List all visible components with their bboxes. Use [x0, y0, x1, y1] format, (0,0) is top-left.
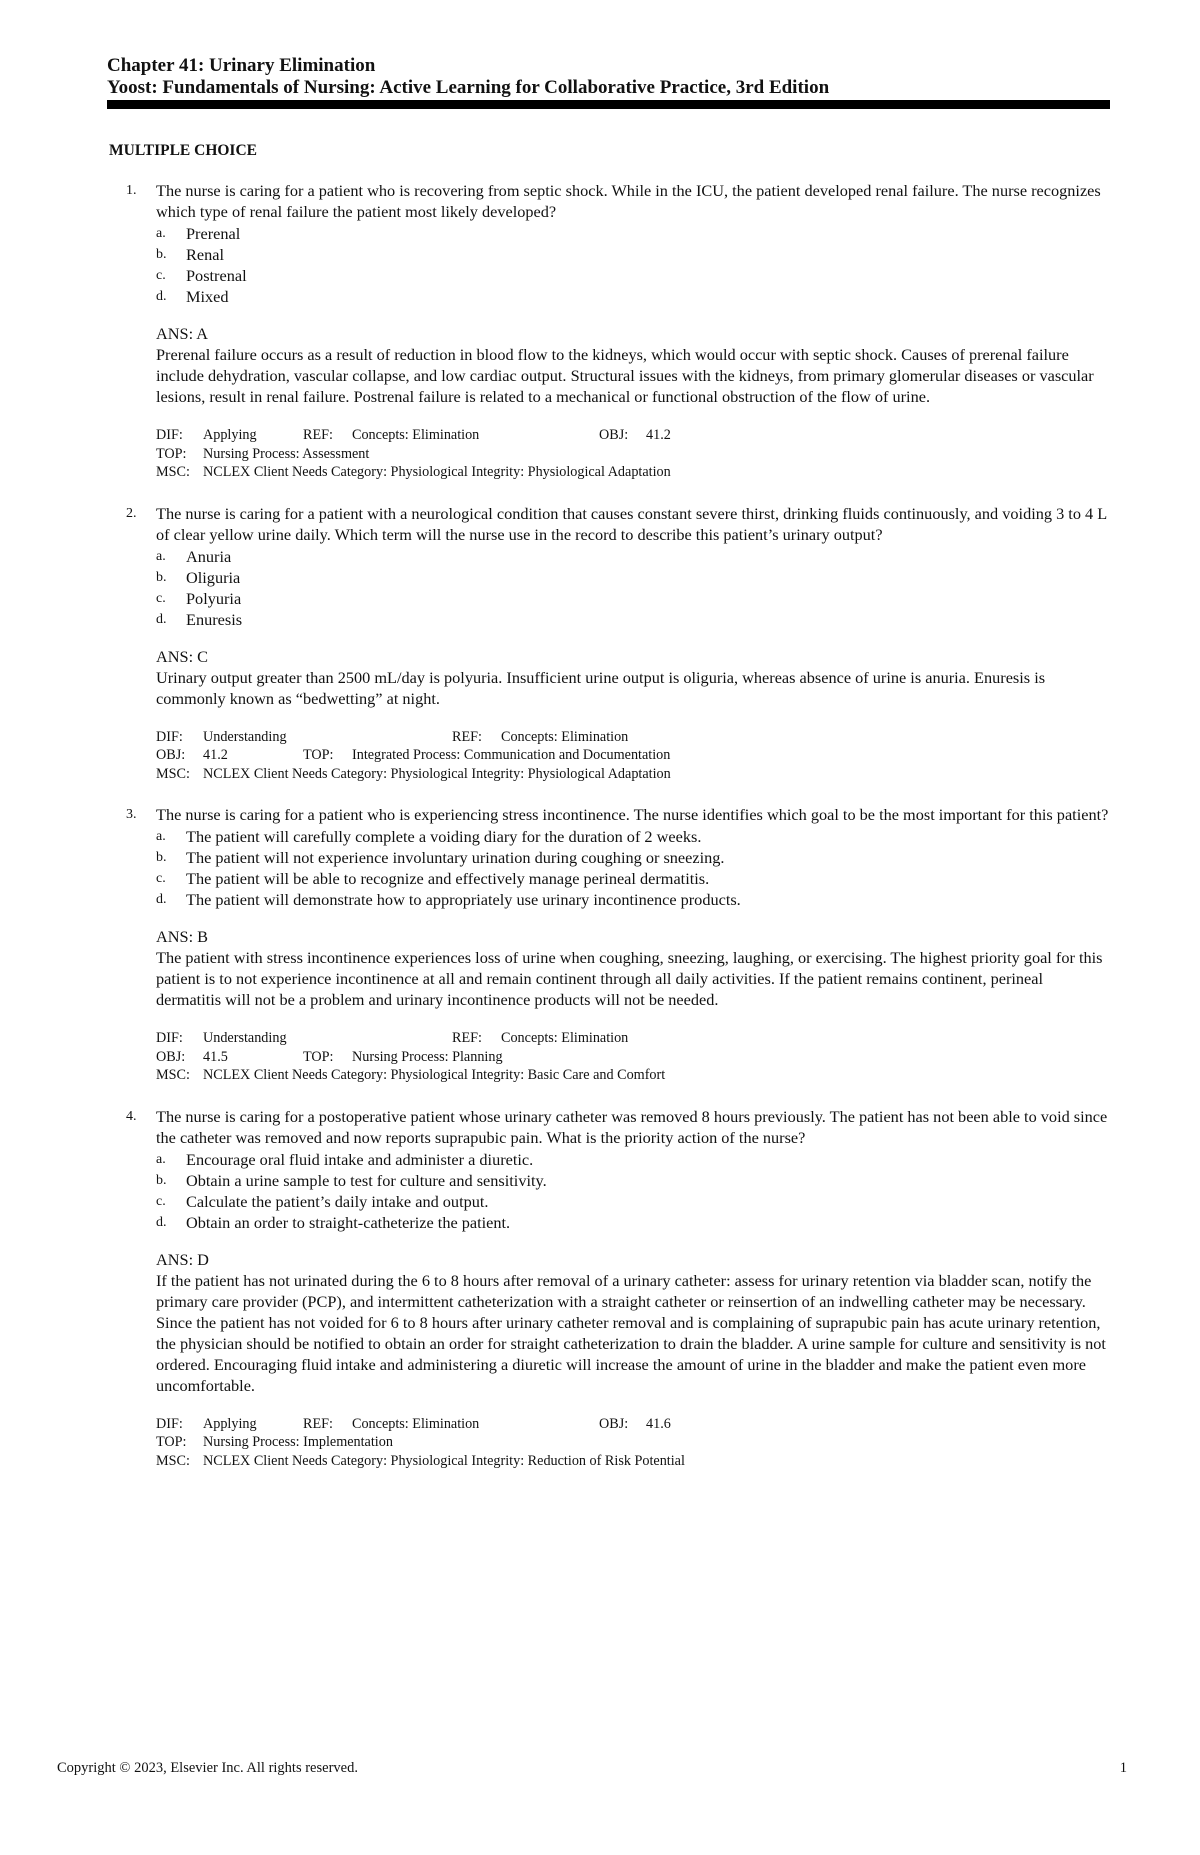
obj-label: OBJ:	[599, 1415, 629, 1432]
option-c	[156, 1191, 1111, 1212]
option-text: The patient will demonstrate how to appropriately use urinary incontinence products.	[186, 890, 741, 909]
question-number: 2.	[126, 505, 137, 521]
obj-value: 41.6	[646, 1415, 671, 1432]
rationale: The patient with stress incontinence experiences loss of urine when coughing, sneezing, laughing, or exercising. The highest priority goal for this patient is to not experience incontinence at all and remain continent through all daily activities. If the patient remains continent, perineal dermatitis will not be a problem and urinary incontinence products will not be needed.	[156, 948, 1103, 1009]
dif-value: Applying	[203, 427, 257, 443]
option-d	[156, 889, 1111, 910]
msc-label: MSC:	[156, 765, 190, 782]
ref-label: REF:	[303, 427, 333, 443]
rationale: If the patient has not urinated during the 6 to 8 hours after removal of a urinary catheter: assess for urinary retention via bladder scan, notify the primary care provider (PCP), and intermittent catheterization with a straight catheter or reinsertion of an indwelling catheter may be necessary. Since the patient has not voided for 6 to 8 hours after urinary catheter removal and is complaining of suprapubic pain has acute urinary retention, the physician should be notified to obtain an order for straight catheterization to drain the bladder. A urine sample for culture and sensitivity is not ordered. Encouraging fluid intake and administering a diuretic will increase the amount of urine in the bladder and make the patient even more uncomfortable.	[156, 1270, 1106, 1395]
ref-value: Concepts: Elimination	[352, 1415, 480, 1432]
top-value: Nursing Process: Implementation	[203, 1434, 393, 1450]
question-number: 1.	[126, 183, 137, 198]
rationale: Prerenal failure occurs as a result of reduction in blood flow to the kidneys, which would occur with septic shock. Causes of prerenal failure include dehydration, vascular collapse, and low cardiac output. Structural issues with the kidneys, from primary glomerular diseases or vascular lesions, result in renal failure. Postrenal failure is related to a mechanical or functional obstruction of the flow of urine.	[156, 345, 1094, 406]
answer-block	[156, 646, 1111, 709]
question-2	[126, 503, 1111, 784]
option-letter: b.	[156, 1172, 167, 1188]
question-number: 4.	[126, 1108, 137, 1124]
option-text: Mixed	[186, 287, 229, 306]
section-title: MULTIPLE CHOICE	[109, 142, 257, 159]
option-letter: c.	[156, 590, 166, 606]
top-value: Integrated Process: Communication and Documentation	[352, 747, 671, 763]
dif-label: DIF:	[156, 728, 183, 745]
top-value: Nursing Process: Planning	[352, 1048, 503, 1065]
option-a	[156, 546, 1111, 567]
option-letter: d.	[156, 289, 167, 304]
top-label: TOP:	[303, 1048, 334, 1065]
answer-options	[156, 1149, 1111, 1233]
msc-label: MSC:	[156, 464, 190, 480]
answer-options	[156, 546, 1111, 630]
ref-label: REF:	[452, 728, 482, 745]
obj-label: OBJ:	[156, 1048, 186, 1065]
option-letter: a.	[156, 226, 166, 241]
option-letter: b.	[156, 850, 167, 865]
option-letter: b.	[156, 569, 167, 585]
option-a	[156, 1149, 1111, 1170]
dif-value: Understanding	[203, 1030, 287, 1046]
question-4	[126, 1106, 1111, 1471]
question-metadata	[156, 728, 1111, 784]
option-c	[156, 868, 1111, 889]
obj-value: 41.2	[646, 427, 671, 443]
option-letter: c.	[156, 1193, 166, 1209]
answer-block	[156, 323, 1111, 407]
option-text: Oliguria	[186, 567, 241, 587]
option-letter: d.	[156, 1214, 167, 1230]
dif-value: Understanding	[203, 728, 287, 745]
header-rule	[107, 100, 1110, 109]
page-number: 1	[1119, 1760, 1127, 1776]
answer-key: ANS: B	[156, 927, 209, 946]
msc-value: NCLEX Client Needs Category: Physiological Integrity: Reduction of Risk Potential	[203, 1452, 685, 1469]
option-text: Renal	[186, 245, 224, 264]
option-d	[156, 609, 1111, 630]
obj-value: 41.5	[203, 1048, 228, 1065]
option-letter: a.	[156, 548, 166, 564]
dif-label: DIF:	[156, 1415, 183, 1432]
msc-label: MSC:	[156, 1452, 190, 1469]
top-label: TOP:	[156, 445, 187, 462]
option-d	[156, 286, 1111, 307]
answer-options	[156, 223, 1111, 307]
book-title: Yoost: Fundamentals of Nursing: Active Learning for Collaborative Practice, 3rd Edition	[107, 77, 830, 98]
obj-label: OBJ:	[599, 427, 629, 443]
question-1	[126, 180, 1111, 482]
option-letter: a.	[156, 829, 166, 844]
document-header	[107, 55, 1110, 99]
option-text: Enuresis	[186, 609, 243, 629]
option-letter: d.	[156, 611, 167, 627]
question-stem: The nurse is caring for a postoperative patient whose urinary catheter was removed 8 hours previously. The patient has not been able to void since the catheter was removed and now reports suprapubic pain. What is the priority action of the nurse?	[156, 1106, 1108, 1147]
ref-value: Concepts: Elimination	[501, 728, 629, 745]
msc-label: MSC:	[156, 1067, 190, 1083]
option-c	[156, 265, 1111, 286]
question-stem: The nurse is caring for a patient with a neurological condition that causes constant severe thirst, drinking fluids continuously, and voiding 3 to 4 L of clear yellow urine daily. Which term will the nurse use in the record to describe this patient’s urinary output?	[156, 503, 1107, 544]
option-letter: b.	[156, 247, 167, 262]
option-b	[156, 1170, 1111, 1191]
dif-label: DIF:	[156, 1030, 183, 1046]
ref-label: REF:	[303, 1415, 333, 1432]
msc-value: NCLEX Client Needs Category: Physiological Integrity: Physiological Adaptation	[203, 765, 671, 782]
answer-block	[156, 1249, 1111, 1396]
option-a	[156, 826, 1111, 847]
option-b	[156, 847, 1111, 868]
option-c	[156, 588, 1111, 609]
copyright-notice: Copyright © 2023, Elsevier Inc. All rights reserved.	[57, 1760, 358, 1776]
question-list	[126, 180, 1111, 1470]
ref-value: Concepts: Elimination	[352, 427, 480, 443]
answer-options	[156, 826, 1111, 910]
option-letter: c.	[156, 268, 166, 283]
chapter-title: Chapter 41: Urinary Elimination	[107, 55, 376, 76]
answer-block	[156, 926, 1111, 1010]
option-letter: a.	[156, 1151, 166, 1167]
option-a	[156, 223, 1111, 244]
option-text: Polyuria	[186, 588, 242, 608]
obj-value: 41.2	[203, 747, 228, 763]
option-b	[156, 567, 1111, 588]
obj-label: OBJ:	[156, 747, 186, 763]
dif-value: Applying	[203, 1415, 257, 1432]
option-text: Obtain a urine sample to test for culture and sensitivity.	[186, 1170, 547, 1190]
answer-key: ANS: A	[156, 324, 209, 343]
option-text: Encourage oral fluid intake and administer a diuretic.	[186, 1149, 534, 1169]
msc-value: NCLEX Client Needs Category: Physiological Integrity: Basic Care and Comfort	[203, 1067, 666, 1083]
option-text: Prerenal	[186, 224, 241, 243]
question-stem: The nurse is caring for a patient who is experiencing stress incontinence. The nurse identifies which goal to be the most important for this patient?	[156, 805, 1109, 824]
option-text: Calculate the patient’s daily intake and output.	[186, 1191, 489, 1211]
top-value: Nursing Process: Assessment	[203, 445, 370, 462]
option-d	[156, 1212, 1111, 1233]
question-metadata	[156, 426, 1111, 482]
ref-value: Concepts: Elimination	[501, 1030, 629, 1046]
question-3	[126, 804, 1111, 1085]
option-letter: c.	[156, 871, 166, 886]
msc-value: NCLEX Client Needs Category: Physiological Integrity: Physiological Adaptation	[203, 464, 671, 480]
question-metadata	[156, 1029, 1111, 1085]
option-b	[156, 244, 1111, 265]
question-metadata	[156, 1415, 1111, 1471]
option-text: Postrenal	[186, 266, 247, 285]
question-number: 3.	[126, 807, 137, 822]
question-stem: The nurse is caring for a patient who is recovering from septic shock. While in the ICU, the patient developed renal failure. The nurse recognizes which type of renal failure the patient most likely developed?	[156, 181, 1101, 221]
option-text: Anuria	[186, 546, 232, 566]
option-text: The patient will carefully complete a voiding diary for the duration of 2 weeks.	[186, 827, 702, 846]
dif-label: DIF:	[156, 427, 183, 443]
top-label: TOP:	[303, 747, 334, 763]
rationale: Urinary output greater than 2500 mL/day is polyuria. Insufficient urine output is oliguria, whereas absence of urine is anuria. Enuresis is commonly known as “bedwetting” at night.	[156, 667, 1046, 708]
answer-key: ANS: C	[156, 646, 209, 666]
ref-label: REF:	[452, 1030, 482, 1046]
option-letter: d.	[156, 892, 167, 907]
option-text: The patient will not experience involuntary urination during coughing or sneezing.	[186, 848, 725, 867]
option-text: The patient will be able to recognize and effectively manage perineal dermatitis.	[186, 869, 710, 888]
option-text: Obtain an order to straight-catheterize the patient.	[186, 1212, 511, 1232]
top-label: TOP:	[156, 1434, 187, 1450]
answer-key: ANS: D	[156, 1249, 209, 1269]
